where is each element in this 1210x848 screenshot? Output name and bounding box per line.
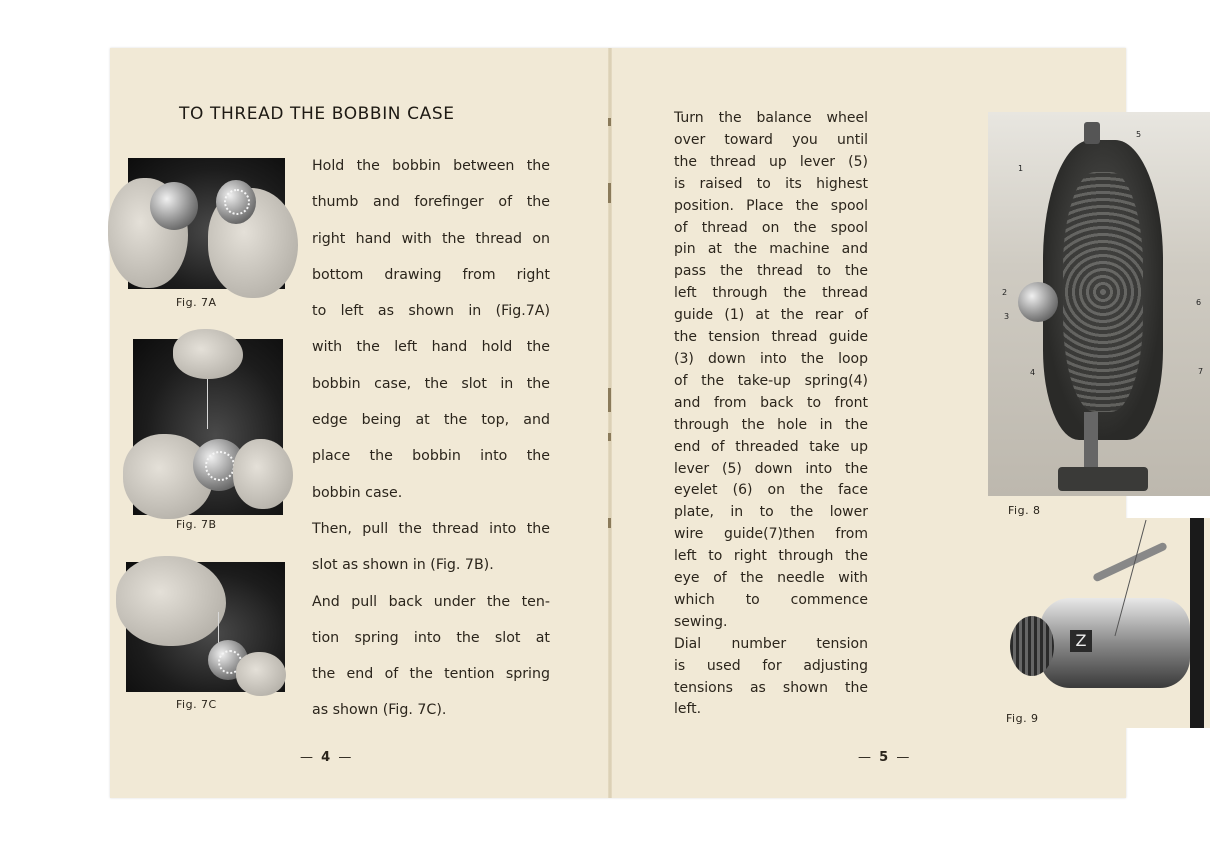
section-heading: TO THREAD THE BOBBIN CASE xyxy=(179,104,455,124)
text-line: left. xyxy=(674,701,702,718)
hand xyxy=(116,556,226,646)
text-line: the tension thread guide xyxy=(674,329,868,346)
text-line: which to commence xyxy=(674,591,868,608)
text-line: left through the thread xyxy=(674,285,868,302)
machine-edge xyxy=(1190,518,1204,728)
text-line: the end of the tention spring xyxy=(312,666,550,683)
text-line: of the take-up spring(4) xyxy=(674,372,868,389)
fig-7c-caption: Fig. 7C xyxy=(176,698,217,711)
dial-marker: Z xyxy=(1070,630,1092,652)
text-line: place the bobbin into the xyxy=(312,448,550,465)
text-line: as shown (Fig. 7C). xyxy=(312,702,447,719)
text-line: eyelet (6) on the face xyxy=(674,482,868,499)
fingertip xyxy=(173,329,243,379)
text-line: eye of the needle with xyxy=(674,570,868,587)
text-line: Turn the balance wheel xyxy=(674,110,868,126)
text-line: and from back to front xyxy=(674,394,868,411)
text-line: And pull back under the ten- xyxy=(312,593,550,610)
left-page xyxy=(110,48,608,798)
text-line: lever (5) down into the xyxy=(674,460,868,477)
fig-9-caption: Fig. 9 xyxy=(1006,712,1039,725)
callout-4: 4 xyxy=(1030,368,1036,377)
presser-foot xyxy=(1058,467,1148,491)
binding-stitch xyxy=(608,518,611,528)
text-line: guide (1) at the rear of xyxy=(674,307,868,324)
text-line: pass the thread to the xyxy=(674,263,868,280)
photo-fig-7b xyxy=(133,339,283,515)
hand-right xyxy=(236,652,286,696)
text-line: wire guide(7)then from xyxy=(674,526,868,543)
fig-8-caption: Fig. 8 xyxy=(1008,504,1041,517)
callout-3: 3 xyxy=(1004,312,1010,321)
right-page xyxy=(612,48,1204,798)
callout-7: 7 xyxy=(1198,367,1204,376)
text-line: sewing. xyxy=(674,613,728,630)
text-line: plate, in to the lower xyxy=(674,504,868,521)
bobbin-holes xyxy=(224,189,250,215)
binding-stitch xyxy=(608,388,611,412)
photo-fig-8 xyxy=(988,112,1210,496)
binding-stitch xyxy=(608,433,611,441)
text-line: is raised to its highest xyxy=(674,175,868,192)
text-line: over toward you until xyxy=(674,131,868,148)
binding-stitch xyxy=(608,183,611,203)
callout-6: 6 xyxy=(1196,298,1202,307)
text-line: bottom drawing from right xyxy=(312,266,550,283)
fig-7a-caption: Fig. 7A xyxy=(176,296,217,309)
top-knob xyxy=(1084,122,1100,144)
text-line: through the hole in the xyxy=(674,416,868,433)
text-line: Dial number tension xyxy=(674,635,868,652)
page-number-right: — 5 — xyxy=(858,750,912,765)
text-line: bobbin case. xyxy=(312,484,403,501)
text-line: (3) down into the loop xyxy=(674,350,868,367)
text-line: edge being at the top, and xyxy=(312,412,550,429)
bobbin-holes xyxy=(205,451,235,481)
photo-fig-7c xyxy=(126,562,285,692)
text-line: of thread on the spool xyxy=(674,219,868,236)
text-line: Then, pull the thread into the xyxy=(312,520,550,537)
text-line: tensions as shown the xyxy=(674,679,868,696)
text-line: with the left hand hold the xyxy=(312,339,550,356)
page-number-left: — 4 — xyxy=(300,750,354,765)
text-line: thumb and forefinger of the xyxy=(312,194,550,211)
text-line: Hold the bobbin between the xyxy=(312,158,550,174)
text-line: end of threaded take up xyxy=(674,438,868,455)
text-line: left to right through the xyxy=(674,548,868,565)
text-line: right hand with the thread on xyxy=(312,230,550,247)
bobbin-instructions xyxy=(312,148,550,729)
tension-knob xyxy=(1010,616,1054,676)
open-booklet xyxy=(110,48,1204,798)
threading-instructions xyxy=(674,108,868,721)
text-line: tion spring into the slot at xyxy=(312,629,550,646)
photo-fig-9 xyxy=(990,518,1210,728)
thread-line xyxy=(207,379,208,429)
callout-5: 5 xyxy=(1136,130,1142,139)
presser-bar xyxy=(1084,412,1098,472)
hand-right xyxy=(233,439,293,509)
callout-2: 2 xyxy=(1002,288,1008,297)
text-line: is used for adjusting xyxy=(674,657,868,674)
text-line: bobbin case, the slot in the xyxy=(312,375,550,392)
tension-dial xyxy=(1018,282,1058,322)
binding-stitch xyxy=(608,118,611,126)
photo-fig-7a xyxy=(128,158,285,289)
text-line: to left as shown in (Fig.7A) xyxy=(312,303,550,320)
callout-1: 1 xyxy=(1018,164,1024,173)
fig-7b-caption: Fig. 7B xyxy=(176,518,217,531)
text-line: pin at the machine and xyxy=(674,241,868,258)
tension-housing xyxy=(1040,598,1190,688)
bobbin-case xyxy=(150,182,198,230)
faceplate-ornament xyxy=(1063,172,1143,412)
text-line: slot as shown in (Fig. 7B). xyxy=(312,557,494,574)
text-line: position. Place the spool xyxy=(674,197,868,214)
text-line: the thread up lever (5) xyxy=(674,153,868,170)
